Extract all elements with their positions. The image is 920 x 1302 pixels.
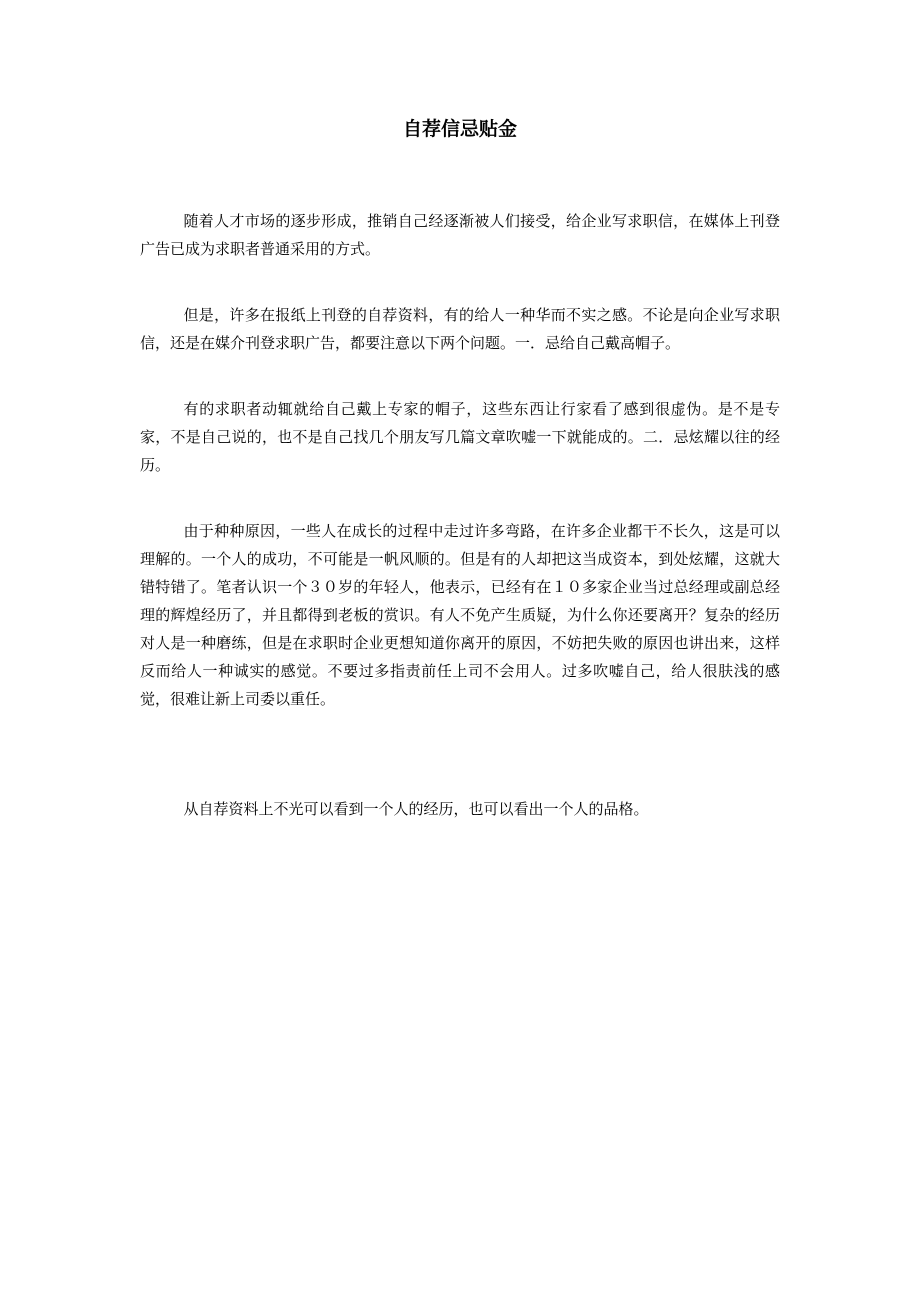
paragraph-past-experience: 由于种种原因，一些人在成长的过程中走过许多弯路，在许多企业都干不长久，这是可以理解的。一个人的成功，不可能是一帆风顺的。但是有的人却把这当成资本，到处炫耀，这就大错特错了。笔者认识一个３０岁的年轻人，他表示，已经有在１０多家企业当过总经理或副总经理的辉煌经历了，并且都得到老板的赏识。有人不免产生质疑，为什么你还要离开？复杂的经历对人是一种磨练，但是在求职时企业更想知道你离开的原因，不妨把失败的原因也讲出来，这样反而给人一种诚实的感觉。不要过多指责前任上司不会用人。过多吹嘘自己，给人很肤浅的感觉，很难让新上司委以重任。 [140,522,780,708]
paragraph-expert-hat: 有的求职者动辄就给自己戴上专家的帽子，这些东西让行家看了感到很虚伪。是不是专家，不是自己说的，也不是自己找几个朋友写几篇文章吹嘘一下就能成的。二．忌炫耀以往的经历。 [140,400,780,474]
paragraph-problems: 但是，许多在报纸上刊登的自荐资料，有的给人一种华而不实之感。不论是向企业写求职信，还是在媒介刊登求职广告，都要注意以下两个问题。一．忌给自己戴高帽子。 [140,306,780,352]
paragraph-intro: 随着人才市场的逐步形成，推销自己经逐渐被人们接受，给企业写求职信，在媒体上刊登广告已成为求职者普通采用的方式。 [140,212,780,258]
document-title: 自荐信忌贴金 [402,118,517,140]
paragraph-conclusion: 从自荐资料上不光可以看到一个人的经历，也可以看出一个人的品格。 [183,800,649,818]
